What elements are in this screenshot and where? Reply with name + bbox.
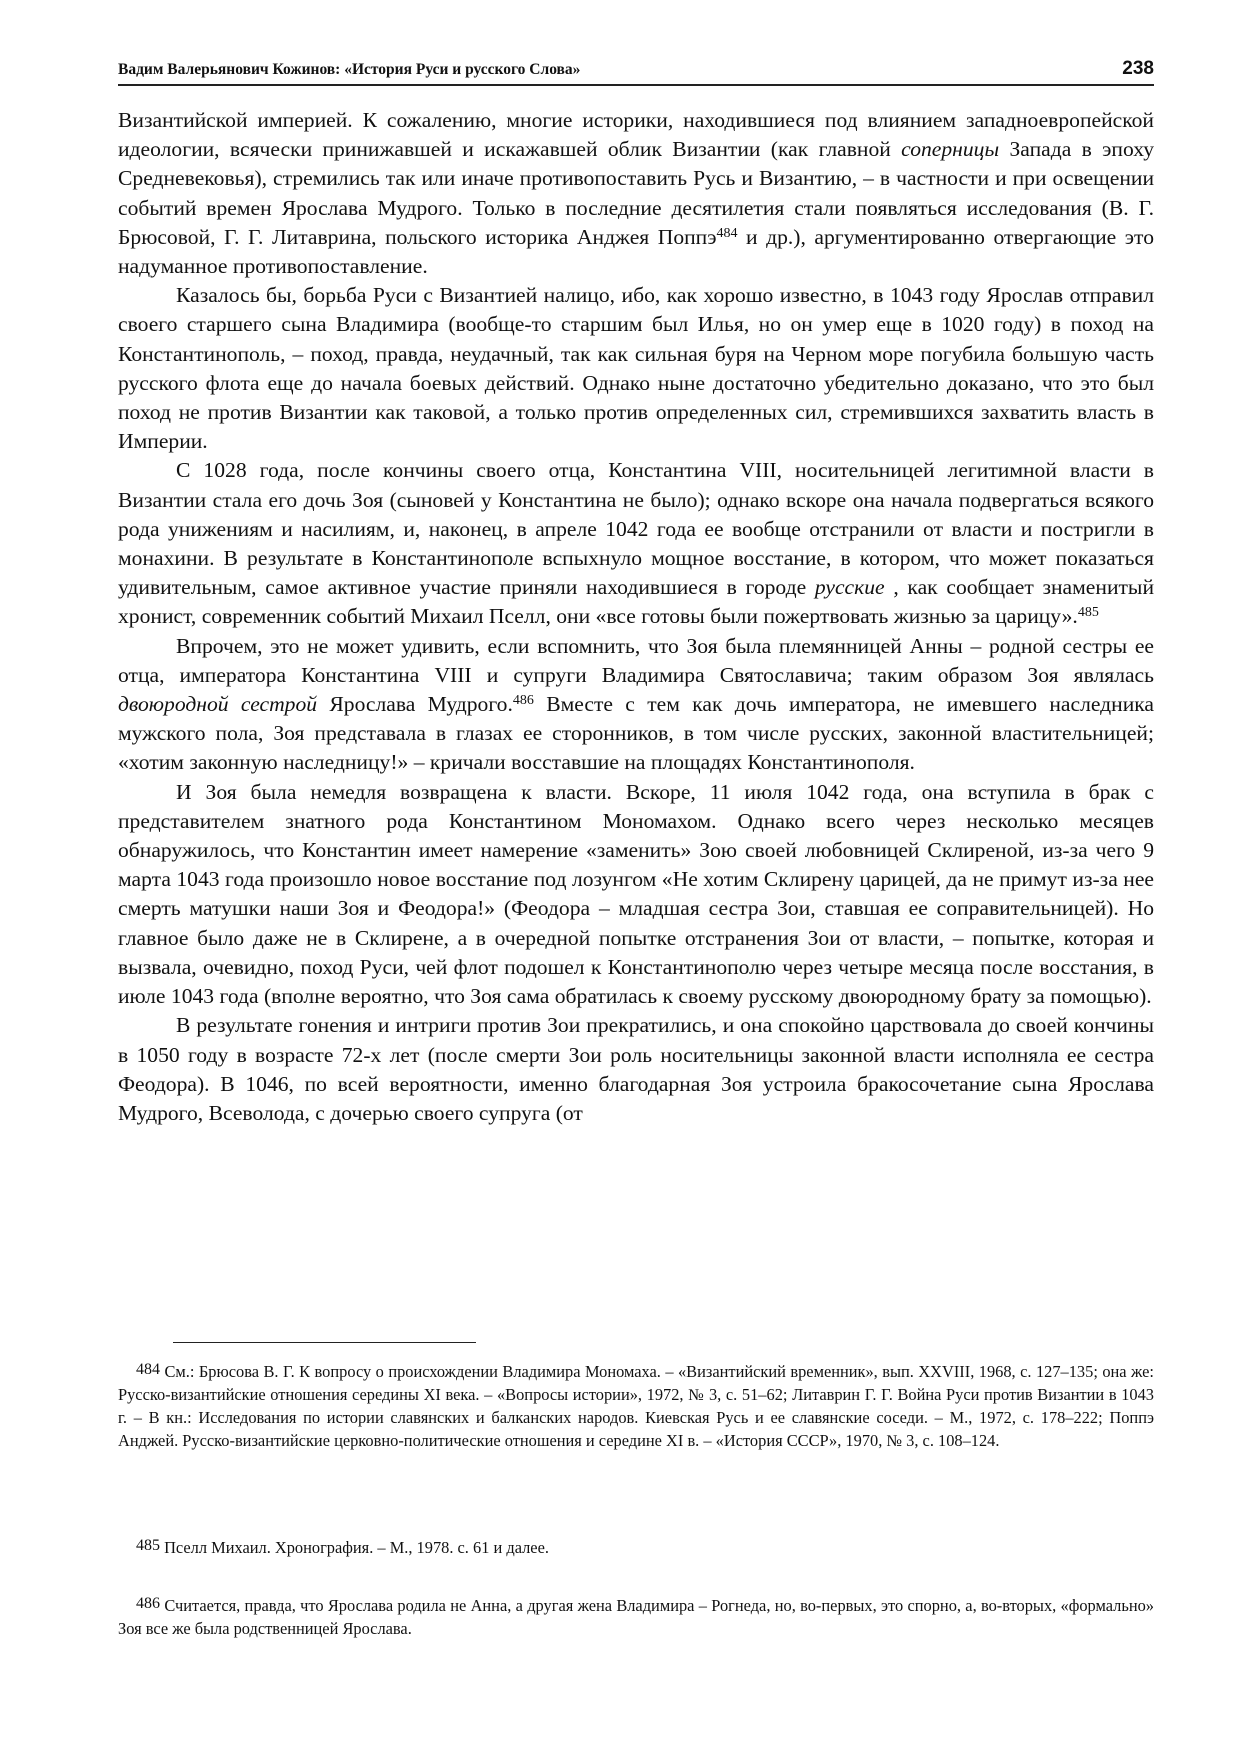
footnote-ref-484[interactable]: 484 <box>716 225 738 241</box>
footnote-484 <box>118 1360 1154 1452</box>
emphasis-russians: русские <box>814 575 885 600</box>
paragraph-3: С 1028 года, после кончины своего отца, Константина VIII, носительницей легитимной власти в Византии стала его дочь Зоя (сыновей у Константина не было); однако вскоре она начала подвергаться всякого рода унижениям и насилиям, и, наконец, в апреле 1042 года ее вообще отстранили от власти и постригли в монахини. В результате в Константинополе вспыхнуло мощное восстание, в котором, что может показаться удивительным, самое активное участие приняли находившиеся в городе русские , как сообщает знаменитый хронист, современник событий Михаил Пселл, они «все готовы были пожертвовать жизнью за царицу».$^{485}$ <box>118 458 1154 629</box>
footnote-number: 484 <box>136 1361 160 1378</box>
header-title: Вадим Валерьянович Кожинов: «История Руси и русского Слова» <box>118 61 581 78</box>
paragraph-4: Впрочем, это не может удивить, если вспомнить, что Зоя была племянницей Анны – родной сестры ее отца, императора Константина VIII и супруги Владимира Святославича; таким образом Зоя являлась двоюродной сестрой Ярослава Мудрого.$^{486}$ Вместе с тем как дочь императора, не имевшего наследника мужского пола, Зоя представала в глазах ее сторонников, в том числе русских, законной властительницей; «хотим законную наследницу!» – кричали восставшие на площадях Константинополя. <box>118 633 1155 775</box>
paragraph-2: Казалось бы, борьба Руси с Византией налицо, ибо, как хорошо известно, в 1043 году Ярослав отправил своего старшего сына Владимира (вообще-то старшим был Илья, но он умер еще в 1020 году) в поход на Константинополь, – поход, правда, неудачный, так как сильная буря на Черном море погубила большую часть русского флота еще до начала боевых действий. Однако ныне достаточно убедительно доказано, что это был поход не против Византии как таковой, а только против определенных сил, стремившихся захватить власть в Империи. <box>118 283 1154 454</box>
footnote-486 <box>118 1594 1154 1640</box>
paragraph-5: И Зоя была немедля возвращена к власти. Вскоре, 11 июля 1042 года, она вступила в брак с представителем знатного рода Константином Мономахом. Однако всего через несколько месяцев обнаружилось, что Константин имеет намерение «заменить» Зою своей любовницей Склиреной, из-за чего 9 марта 1043 года произошло новое восстание под лозунгом «Не хотим Склирену царицей, да не примут из-за нее смерть матушки наши Зоя и Феодора!» (Феодора – младшая сестра Зои, ставшая ее соправительницей). Но главное было даже не в Склирене, а в очередной попытке отстранения Зои от власти, – попытке, которая и вызвала, очевидно, поход Руси, чей флот подошел к Константинополю через четыре месяца после восстания, в июле 1043 года (вполне вероятно, что Зоя сама обратилась к своему русскому двоюродному брату за помощью). <box>118 779 1154 1009</box>
paragraph-1: Византийской империей. К сожалению, многие историки, находившиеся под влиянием западноевропейской идеологии, всячески принижавшей и искажавшей облик Византии (как главной соперницы Запада в эпоху Средневековья), стремились так или иначе противопоставить Русь и Византию, – в частности и при освещении событий времен Ярослава Мудрого. Только в последние десятилетия стали появляться исследования (В. Г. Брюсовой, Г. Г. Литаврина, польского историка Анджея Поппэ$^{484}$ и др.), аргументированно отвергающие это надуманное противопоставление. <box>118 108 1155 279</box>
main-text <box>118 106 1154 1128</box>
footnote-number: 485 <box>136 1537 160 1554</box>
footnote-text: См.: Брюсова В. Г. К вопросу о происхождении Владимира Мономаха. – «Византийский временник», вып. XXVIII, 1968, с. 127–135; она же: Русско-византийские отношения середины XI века. – «Вопросы истории», 1972, № 3, с. 51–62; Литаврин Г. Г. Война Руси против Византии в 1043 г. – В кн.: Исследования по истории славянских и балканских народов. Киевская Русь и ее славянские соседи. – М., 1972, с. 178–222; Поппэ Анджей. Русско-византийские церковно-политические отношения и середине XI в. – «История СССР», 1970, № 3, с. 108–124. <box>118 1362 1154 1450</box>
emphasis-cousin: двоюродной сестрой <box>118 692 318 717</box>
footnote-number: 486 <box>136 1595 160 1612</box>
footnote-ref-486[interactable]: 486 <box>512 693 534 709</box>
emphasis-rival: соперницы <box>901 137 1000 162</box>
paragraph-6: В результате гонения и интриги против Зои прекратились, и она спокойно царствовала до своей кончины в 1050 году в возрасте 72-х лет (после смерти Зои роль носительницы законной власти исполняла ее сестра Феодора). В 1046, по всей вероятности, именно благодарная Зоя устроила бракосочетание сына Ярослава Мудрого, Всеволода, с дочерью своего супруга (от <box>118 1013 1154 1125</box>
footnote-485 <box>118 1536 1154 1559</box>
page-number: 238 <box>1122 58 1154 79</box>
footnote-separator <box>173 1342 476 1343</box>
running-header <box>118 52 1154 86</box>
footnote-text: Пселл Михаил. Хронография. – М., 1978. с. 61 и далее. <box>160 1538 549 1557</box>
footnote-ref-485[interactable]: 485 <box>1077 605 1099 621</box>
footnote-text: Считается, правда, что Ярослава родила не Анна, а другая жена Владимира – Рогнеда, но, во-первых, это спорно, а, во-вторых, «формально» Зоя все же была родственницей Ярослава. <box>118 1596 1154 1638</box>
